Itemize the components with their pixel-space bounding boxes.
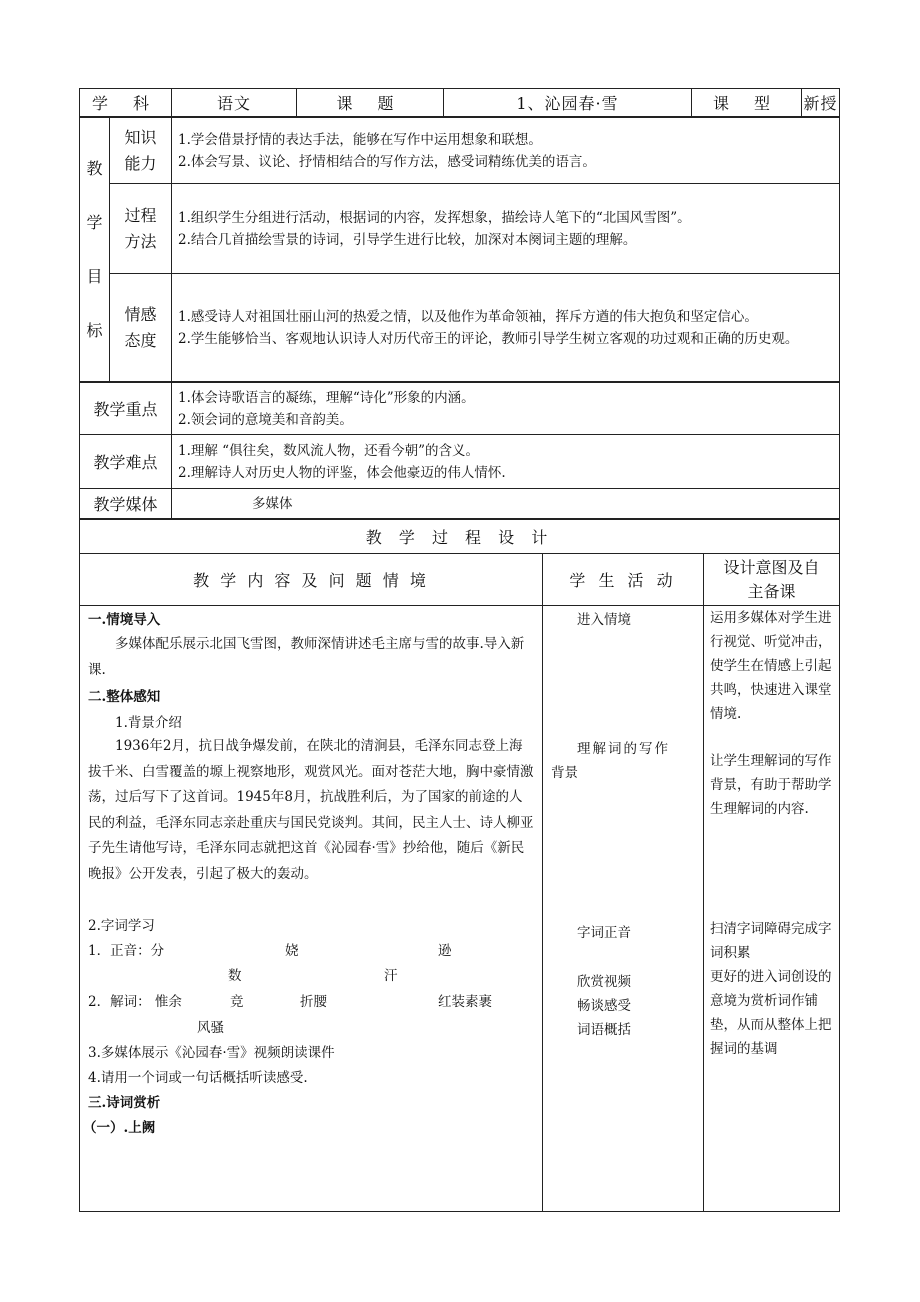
pronunciation-label: 1．正音：分 [88, 943, 165, 959]
pronunciation-word: 数 [228, 968, 242, 984]
emotion-goals: 1.感受诗人对祖国壮丽山河的热爱之情，以及他作为革命领袖，挥斥方遒的伟大抱负和坚定信心。 2.学生能够恰当、客观地认识诗人对历代帝王的评论，教师引导学生树立客观的功过观和正确的历史观。 [172, 274, 840, 382]
focus-table [79, 382, 840, 519]
student-activity: 词语概括 [577, 1022, 631, 1038]
type-label: 课 型 [692, 89, 802, 117]
focus-items: 1.体会诗歌语言的凝练，理解“诗化”形象的内涵。 2.领会词的意境美和音韵美。 [172, 383, 840, 435]
video-step: 3.多媒体展示《沁园春·雪》视频朗读课件 [88, 1045, 335, 1061]
goals-table [79, 117, 840, 382]
section-overview-title: 二.整体感知 [88, 689, 161, 705]
teaching-content [80, 606, 543, 1212]
process-goals: 1.组织学生分组进行活动，根据词的内容，发挥想象，描绘诗人笔下的“北国风雪图”。 2.结合几首描绘雪景的诗词，引导学生进行比较，加深对本阕词主题的理解。 [172, 184, 840, 274]
media-value: 多媒体 [172, 489, 840, 519]
student-column-header: 学 生 活 动 [543, 554, 704, 606]
focus-label: 教学重点 [80, 383, 172, 435]
student-activity: 欣赏视频 [577, 974, 631, 990]
background-subtitle: 1.背景介绍 [115, 715, 182, 731]
explanation-word: 竞 [230, 994, 244, 1010]
section-intro-text: 多媒体配乐展示北国飞雪图，教师深情讲述毛主席与雪的故事.导入新课. [88, 636, 525, 678]
intent-note: 扫清字词障碍完成字词积累 [710, 921, 832, 961]
intent-note: 更好的进入词创设的意境为赏析词作铺垫，从而从整体上把握词的基调 [710, 969, 832, 1057]
intent-note: 让学生理解词的写作背景，有助于帮助学生理解词的内容. [710, 753, 832, 817]
vocab-subtitle: 2.字词学习 [88, 918, 155, 934]
student-activities [543, 606, 704, 1212]
topic-value: 1、沁园春·雪 [444, 89, 692, 117]
process-table [79, 519, 840, 1212]
goals-label: 教 学 目 标 [80, 118, 110, 382]
student-activity: 字词正音 [577, 925, 631, 941]
content-column-header: 教 学 内 容 及 问 题 情 境 [80, 554, 543, 606]
difficulty-label: 教学难点 [80, 435, 172, 489]
summary-step: 4.请用一个词或一句话概括听读感受. [88, 1070, 308, 1086]
lesson-plan [79, 88, 840, 1212]
pronunciation-word: 汗 [384, 968, 398, 984]
explanation-word: 红装素裹 [438, 994, 492, 1010]
subject-label: 学 科 [80, 89, 172, 117]
media-label: 教学媒体 [80, 489, 172, 519]
process-title: 教 学 过 程 设 计 [80, 520, 840, 554]
section-intro-title: 一.情境导入 [88, 612, 161, 628]
process-label: 过程 方法 [110, 184, 172, 274]
knowledge-label: 知识 能力 [110, 118, 172, 184]
student-activity: 背景 [551, 765, 578, 781]
subject-value: 语文 [172, 89, 297, 117]
design-intent [704, 606, 840, 1212]
explanation-label: 2．解词： 惟余 [88, 994, 182, 1010]
intent-note: 运用多媒体对学生进行视觉、听觉冲击，使学生在情感上引起共鸣，快速进入课堂情境. [710, 610, 832, 722]
topic-label: 课 题 [297, 89, 444, 117]
explanation-word: 折腰 [300, 994, 327, 1010]
explanation-word: 风骚 [197, 1020, 224, 1036]
section-appreciation-title: 三.诗词赏析 [88, 1095, 161, 1111]
student-activity: 畅谈感受 [577, 998, 631, 1014]
type-value: 新授 [802, 89, 840, 117]
student-activity: 理解词的写作 [577, 741, 670, 757]
student-activity: 进入情境 [577, 612, 631, 628]
intent-column-header: 设计意图及自 主备课 [704, 554, 840, 606]
emotion-label: 情感 态度 [110, 274, 172, 382]
background-text: 1936年2月，抗日战争爆发前，在陕北的清涧县，毛泽东同志登上海拔千米、白雪覆盖的塬上视察地形，观赏风光。面对苍茫大地，胸中豪情激荡，过后写下了这首词。1945年8月，抗战胜利后，为了国家的前途的人民的利益，毛泽东同志亲赴重庆与国民党谈判。其间，民主人士、诗人柳亚子先生请他写诗，毛泽东同志就把这首《沁园春·雪》抄给他，随后《新民晚报》公开发表，引起了极大的轰动。 [88, 738, 534, 882]
difficulty-items: 1.理解 “俱往矣，数风流人物，还看今朝”的含义。 2.理解诗人对历史人物的评鉴，体会他豪迈的伟人情怀. [172, 435, 840, 489]
header-table [79, 88, 840, 117]
pronunciation-word: 逊 [438, 943, 452, 959]
knowledge-goals: 1.学会借景抒情的表达手法，能够在写作中运用想象和联想。 2.体会写景、议论、抒情相结合的写作方法，感受词精练优美的语言。 [172, 118, 840, 184]
upper-stanza-title: （一）.上阙 [83, 1120, 156, 1136]
pronunciation-word: 娆 [285, 943, 299, 959]
